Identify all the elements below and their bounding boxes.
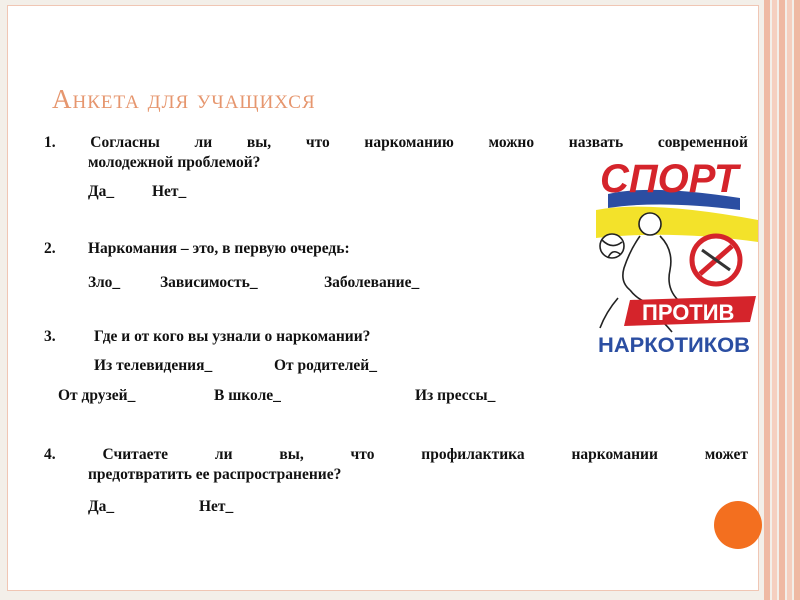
question-3-text: Где и от кого вы узнали о наркомании? [94,328,371,345]
question-3-option-friends[interactable]: От друзей_ [58,387,136,404]
question-4-line-2: предотвратить ее распространение? [88,466,342,483]
question-3-number: 3. [44,328,56,345]
question-4-option-yes[interactable]: Да_ [88,498,115,515]
decorative-stripes [764,0,800,600]
question-4-option-no[interactable]: Нет_ [199,498,234,515]
logo-top-text: СПОРТ [600,157,739,201]
question-2-text: Наркомания – это, в первую очередь: [88,240,350,257]
question-3-option-tv[interactable]: Из телевидения_ [94,357,213,374]
question-1-text: Согласны ли вы, что наркоманию можно назвать современной [90,134,748,151]
question-2-number: 2. [44,240,56,257]
decorative-orange-circle [714,501,762,549]
question-2-option-disease[interactable]: Заболевание_ [324,274,420,291]
question-4-number: 4. [44,446,56,463]
sport-against-drugs-logo [590,150,760,360]
question-2-option-evil[interactable]: Зло_ [88,274,121,291]
question-4-line-1 [44,445,748,465]
stripe [779,0,785,600]
question-1-line-2: молодежной проблемой? [88,154,261,171]
stripe [764,0,770,600]
stripe [772,0,778,600]
question-2-option-addiction[interactable]: Зависимость_ [160,274,258,291]
question-1-option-yes[interactable]: Да_ [88,183,115,200]
stripe [794,0,800,600]
question-4-text: Считаете ли вы, что профилактика наркомании может [102,446,748,463]
logo-banner-text: ПРОТИВ [642,300,735,325]
question-1-number: 1. [44,134,56,151]
question-3-option-school[interactable]: В школе_ [214,387,281,404]
logo-bottom-text: НАРКОТИКОВ [598,334,750,357]
no-drugs-sign [692,236,740,284]
question-3-option-parents[interactable]: От родителей_ [274,357,377,374]
question-3-option-press[interactable]: Из прессы_ [415,387,496,404]
stripe [787,0,793,600]
page-title: Анкета для учащихся [52,84,316,114]
question-1-option-no[interactable]: Нет_ [152,183,187,200]
